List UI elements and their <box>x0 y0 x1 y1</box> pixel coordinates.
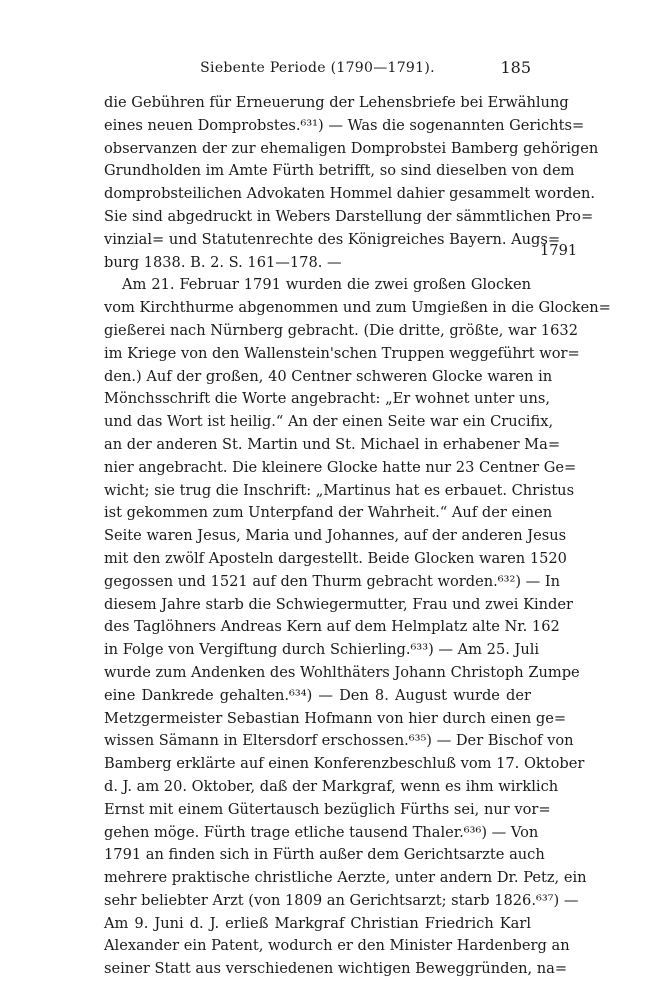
text-line: eine Dankrede gehalten.⁶³⁴) — Den 8. August wurde der <box>104 686 531 704</box>
page-header <box>104 52 531 82</box>
text-line: gegossen und 1521 auf den Thurm gebracht worden.⁶³²) — In <box>104 572 561 590</box>
text-line: burg 1838. B. 2. S. 161—178. — <box>104 253 342 271</box>
text-line: des Taglöhners Andreas Kern auf dem Helmplatz alte Nr. 162 <box>104 618 560 636</box>
text-line: Am 9. Juni d. J. erließ Markgraf Christian Friedrich Karl <box>104 914 531 932</box>
text-line: gehen möge. Fürth trage etliche tausend Thaler.⁶³⁶) — Von <box>104 823 539 841</box>
text-line: und das Wort ist heilig.“ An der einen Seite war ein Crucifix, <box>104 413 554 431</box>
text-line: Am 21. Februar 1791 wurden die zwei großen Glocken <box>122 276 531 294</box>
text-line: mit den zwölf Aposteln dargestellt. Beide Glocken waren 1520 <box>104 549 567 567</box>
text-line: die Gebühren für Erneuerung der Lehensbriefe bei Erwählung <box>104 94 569 111</box>
text-line: in Folge von Vergiftung durch Schierling.⁶³³) — Am 25. Juli <box>104 641 540 659</box>
text-line: gießerei nach Nürnberg gebracht. (Die dritte, größte, war 1632 <box>104 321 578 339</box>
text-line: vinzial= und Statutenrechte des Königreiches Bayern. Augs= <box>104 230 561 248</box>
text-line: wissen Sämann in Eltersdorf erschossen.⁶³⁵) — Der Bischof von <box>104 732 574 750</box>
text-line: eines neuen Domprobstes.⁶³¹) — Was die sogenannten Gerichts= <box>104 116 585 134</box>
text-line: ist gekommen zum Unterpfand der Wahrheit.“ Auf der einen <box>104 504 553 522</box>
text-line: im Kriege von den Wallenstein'schen Truppen weggeführt wor= <box>104 344 580 362</box>
text-line: wicht; sie trug die Inschrift: „Martinus hat es erbauet. Christus <box>104 481 575 499</box>
text-line: vom Kirchthurme abgenommen und zum Umgießen in die Glocken= <box>104 299 611 317</box>
text-line: domprobsteilichen Advokaten Hommel dahier gesammelt worden. <box>104 185 596 203</box>
text-line: Grundholden im Amte Fürth betrifft, so sind dieselben von dem <box>104 162 575 180</box>
running-head: Siebente Periode (1790—1791). <box>200 60 435 76</box>
text-line: nier angebracht. Die kleinere Glocke hatte nur 23 Centner Ge= <box>104 458 577 476</box>
text-line: Alexander ein Patent, wodurch er den Minister Hardenberg an <box>104 937 570 955</box>
body-text <box>104 92 611 981</box>
text-line: diesem Jahre starb die Schwiegermutter, Frau und zwei Kinder <box>104 595 573 613</box>
text-line: Ernst mit einem Gütertausch bezüglich Fürths sei, nur vor= <box>104 800 551 818</box>
text-line: wurde zum Andenken des Wohlthäters Johann Christoph Zumpe <box>104 663 580 681</box>
text-line: seiner Statt aus verschiedenen wichtigen Beweggründen, na= <box>104 960 568 978</box>
page-number: 185 <box>500 58 531 77</box>
text-line: an der anderen St. Martin und St. Michael in erhabener Ma= <box>104 435 561 453</box>
text-line: Bamberg erklärte auf einen Konferenzbeschluß vom 17. Oktober <box>104 755 585 773</box>
text-line: Seite waren Jesus, Maria und Johannes, auf der anderen Jesus <box>104 527 567 545</box>
margin-year-note: 1791 <box>540 242 578 259</box>
text-line: Mönchsschrift die Worte angebracht: „Er wohnet unter uns, <box>104 390 550 408</box>
text-line: sehr beliebter Arzt (von 1809 an Gerichtsarzt; starb 1826.⁶³⁷) — <box>104 891 579 909</box>
text-line: 1791 an finden sich in Fürth außer dem Gerichtsarzte auch <box>104 846 545 864</box>
text-line: Metzgermeister Sebastian Hofmann von hier durch einen ge= <box>104 709 567 727</box>
text-line: d. J. am 20. Oktober, daß der Markgraf, wenn es ihm wirklich <box>104 777 559 795</box>
text-line: den.) Auf der großen, 40 Centner schweren Glocke waren in <box>104 367 553 385</box>
text-line: observanzen der zur ehemaligen Domprobstei Bamberg gehörigen <box>104 139 599 157</box>
text-line: mehrere praktische christliche Aerzte, unter andern Dr. Petz, ein <box>104 869 587 887</box>
text-line: Sie sind abgedruckt in Webers Darstellung der sämmtlichen Pro= <box>104 207 594 225</box>
